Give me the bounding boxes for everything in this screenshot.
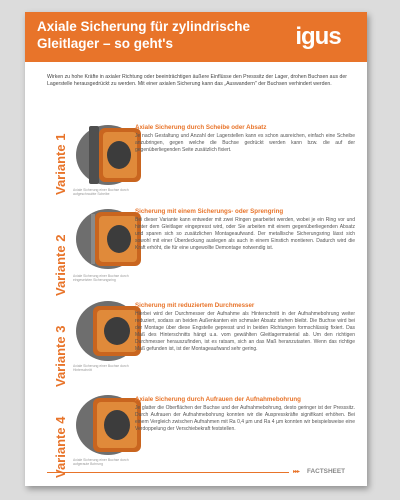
footer-label: FACTSHEET <box>307 468 345 475</box>
variant-4-text: Je glatter die Oberflächen der Buchse und der Aufnahmebohrung, desto geringer ist der Presssitz. Durch Aufrauen der Aufnahmebohrung konnten wir die Auspresskräfte signifikant erhöhen. Bei einem Vergleich zwischen Aufnahmen mit Ra 0,4 µm und Ra 4 µm konnten wir beispielsweise eine Verdoppelung der Verschiebekraft feststellen. <box>135 405 355 432</box>
variant-4-label: Variante 4 <box>53 416 68 478</box>
factsheet-page <box>25 12 367 486</box>
variant-1-caption: Axiale Sicherung einer Buchse durch aufgeschraubte Scheibe <box>73 188 129 197</box>
variant-4-title: Axiale Sicherung durch Aufrauen der Aufnahmebohrung <box>135 396 301 403</box>
page-title: Axiale Sicherung für zylindrische Gleitlager – so geht's <box>37 19 251 51</box>
variant-3-text: Hierbei wird der Durchmesser der Aufnahme als Hinterschnitt in der Aufnahmebohrung weiter reduziert, sodass an beiden Außenkanten ein schmaler Absatz stehen bleibt. Die Buchse wird bei der Montage über diese Engstelle gepresst und in beiden Richtungen formschlüssig fixiert. Das Maß des Hinterschnitts hängt u.a. vom gewählten Gleitlagermaterial ab. Um den richtigen Durchmesser herauszufinden, ist es ratsam, sich an das Maß heranzutasten. Wenn das richtige Maß gefunden ist, ist der Montageaufwand sehr gering. <box>135 311 355 352</box>
variant-2-caption: Axiale Sicherung einer Buchse durch eingesetzten Sicherungsring <box>73 274 129 283</box>
variant-1-bushing-image <box>71 122 143 188</box>
footer-divider <box>47 472 289 473</box>
variant-2-title: Sicherung mit einem Sicherungs- oder Sprengring <box>135 208 284 215</box>
footer-arrows-icon: ▸▸▸ <box>293 469 300 475</box>
variant-4-bushing-image <box>71 392 143 458</box>
variant-3-bushing-image <box>71 298 143 364</box>
variant-1-label: Variante 1 <box>53 133 68 195</box>
igus-logo: igus <box>295 23 341 50</box>
variant-2-bushing-image <box>71 206 143 272</box>
variant-2-text: Bei dieser Variante kann entweder mit zwei Ringen gearbeitet werden, wobei je ein Ring vor und hinter dem Gleitlager eingepresst wird, oder Sie arbeiten mit einem gegenüberliegenden Absatz und sparen sich so zusätzlichen Montageaufwand. Der metallische Sicherungsring lässt sich sowohl mit einer Überdeckung auslegen als auch in einem Einstich montieren. Dadurch wird die Kraft erhöht, die für eine ungewollte Demontage notwendig ist. <box>135 217 355 251</box>
variant-1-text: Je nach Gestaltung und Anzahl der Lagerstellen kann es schon ausreichen, einfach eine Scheibe anzubringen, gegen welche die Buchse gedrückt werden kann bzw. die auf der gegenüberliegenden Seite zusätzlich fixiert. <box>135 133 355 153</box>
variant-3-title: Sicherung mit reduziertem Durchmesser <box>135 302 255 309</box>
header-banner <box>25 12 367 62</box>
variant-1-title: Axiale Sicherung durch Scheibe oder Absatz <box>135 124 267 131</box>
variant-3-label: Variante 3 <box>53 325 68 387</box>
intro-paragraph: Wirken zu hohe Kräfte in axialer Richtung oder beeinträchtigen äußere Einflüsse den Presssitz der Lager, drohen Buchsen aus der Lagerstelle herausgedrückt zu werden. Mit einer axialen Sicherung kann das „Auswandern" der Buchsen verhindert werden. <box>47 74 347 87</box>
variant-4-caption: Axiale Sicherung einer Buchse durch aufgeraute Bohrung <box>73 458 129 467</box>
variant-3-caption: Axiale Sicherung einer Buchse durch Hinterschnitt <box>73 364 129 373</box>
variant-2-label: Variante 2 <box>53 234 68 296</box>
